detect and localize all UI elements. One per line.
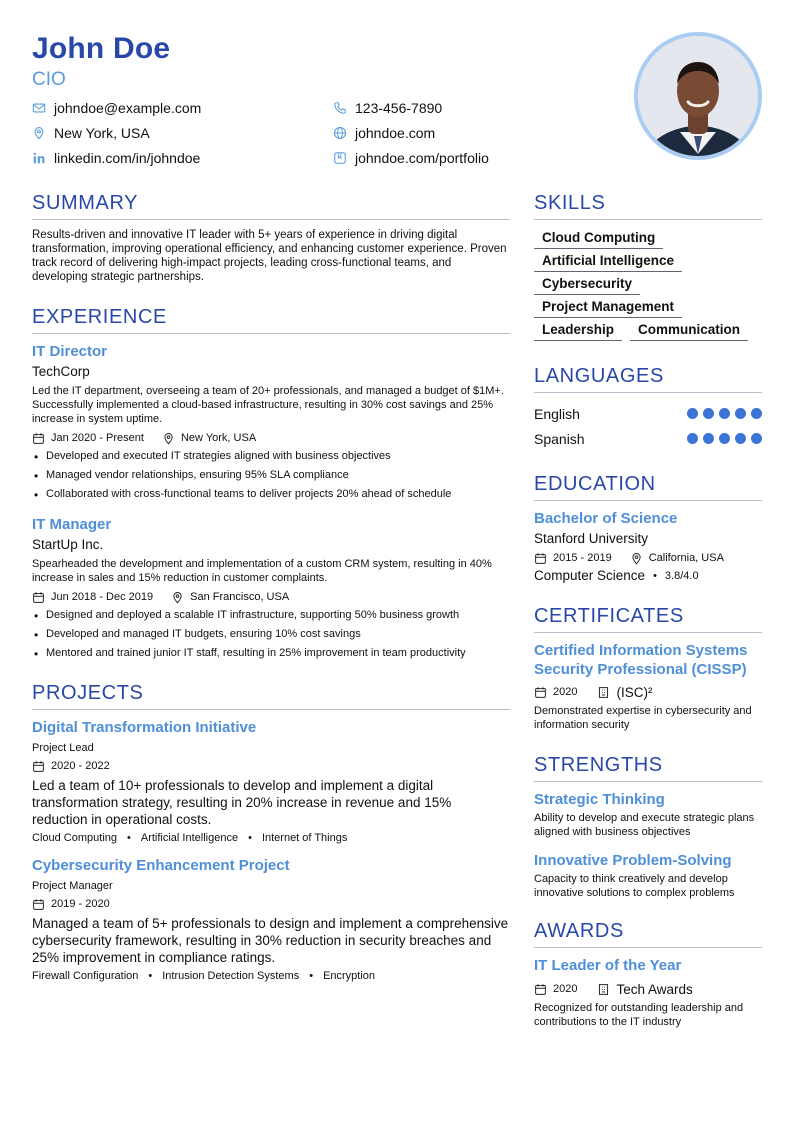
contact-website-text: johndoe.com xyxy=(355,125,436,141)
awards-heading: AWARDS xyxy=(534,918,762,948)
job-location xyxy=(162,432,256,445)
proficiency-dot xyxy=(687,433,698,444)
project-dates-text: 2019 - 2020 xyxy=(51,898,110,910)
project-tag: Internet of Things xyxy=(261,832,348,844)
calendar-icon xyxy=(32,591,45,604)
education-entry xyxy=(534,509,762,583)
experience-heading: EXPERIENCE xyxy=(32,304,510,334)
contact-portfolio[interactable] xyxy=(333,149,592,167)
project-title: Digital Transformation Initiative xyxy=(32,719,257,736)
job-dates-text: Jan 2020 - Present xyxy=(51,432,144,444)
proficiency-dots xyxy=(682,408,762,419)
project-meta xyxy=(32,757,510,775)
job-location-text: New York, USA xyxy=(180,432,257,444)
location-pin-icon xyxy=(162,432,175,445)
strength-entry xyxy=(534,851,762,900)
project-entry xyxy=(32,856,510,982)
education-location-text: California, USA xyxy=(648,552,724,564)
education-heading: EDUCATION xyxy=(534,471,762,501)
job-bullets xyxy=(32,608,510,660)
project-tag: Encryption xyxy=(323,970,376,982)
portfolio-icon xyxy=(333,151,347,165)
education-degree: Bachelor of Science xyxy=(534,510,678,527)
proficiency-dot xyxy=(687,408,698,419)
project-role: Project Lead xyxy=(32,742,94,754)
project-entry xyxy=(32,718,510,844)
project-description: Led a team of 10+ professionals to develop and implement a digital transformation strategy, resulting in 20% increase in revenue and 15% reduction in operational costs. xyxy=(32,778,452,827)
job-title: IT Director xyxy=(32,343,108,360)
contact-linkedin[interactable] xyxy=(32,149,333,167)
project-tag: Cloud Computing xyxy=(32,832,117,844)
award-description: Recognized for outstanding leadership and contributions to the IT industry xyxy=(534,1002,744,1028)
project-dates-text: 2020 - 2022 xyxy=(51,760,110,772)
award-issuer-text: Tech Awards xyxy=(616,981,693,997)
certificates-heading: CERTIFICATES xyxy=(534,603,762,633)
projects-heading: PROJECTS xyxy=(32,680,510,710)
job-title: IT Manager xyxy=(32,516,112,533)
job-description: Spearheaded the development and implementation of a custom CRM system, resulting in 40% increase in sales and 15% reduction in customer complaints. xyxy=(32,558,492,584)
contact-email-text: johndoe@example.com xyxy=(54,100,202,116)
languages-list xyxy=(534,401,762,451)
certificate-year-text: 2020 xyxy=(553,686,578,698)
separator-dot: • xyxy=(148,970,153,982)
award-name: IT Leader of the Year xyxy=(534,957,682,974)
languages-heading: LANGUAGES xyxy=(534,363,762,393)
certificate-meta xyxy=(534,683,762,701)
job-location xyxy=(171,591,289,604)
job-bullet: • Developed and managed IT budgets, ensuring 10% cost savings xyxy=(32,627,510,641)
award-year-text: 2020 xyxy=(553,983,578,995)
education-field-row xyxy=(534,568,762,583)
certificate-name: Certified Information Systems Security Professional (CISSP) xyxy=(534,642,748,678)
building-icon xyxy=(597,983,610,996)
profile-photo xyxy=(634,32,762,160)
calendar-icon xyxy=(534,686,547,699)
job-bullets xyxy=(32,449,510,501)
right-column xyxy=(534,190,762,1029)
language-row xyxy=(534,426,762,451)
job-dates xyxy=(32,591,153,604)
strength-name: Strategic Thinking xyxy=(534,791,665,808)
skill-tag: Artificial Intelligence xyxy=(534,251,682,272)
job-entry xyxy=(32,515,510,660)
contact-portfolio-text: johndoe.com/portfolio xyxy=(355,150,489,166)
project-tag: Intrusion Detection Systems xyxy=(162,970,300,982)
education-location xyxy=(630,552,724,565)
contact-linkedin-text: linkedin.com/in/johndoe xyxy=(54,150,201,166)
proficiency-dot xyxy=(751,433,762,444)
separator-dot: • xyxy=(653,569,657,582)
job-entry xyxy=(32,342,510,501)
certificate-year xyxy=(534,686,577,699)
education-dates-text: 2015 - 2019 xyxy=(553,552,612,564)
summary-heading: SUMMARY xyxy=(32,190,510,220)
strengths-heading: STRENGTHS xyxy=(534,752,762,782)
project-dates xyxy=(32,898,110,911)
language-row xyxy=(534,401,762,426)
project-title: Cybersecurity Enhancement Project xyxy=(32,857,290,874)
education-school: Stanford University xyxy=(534,531,649,546)
contact-phone[interactable] xyxy=(333,99,592,117)
skill-tag: Leadership xyxy=(534,320,622,341)
job-bullet: • Designed and deployed a scalable IT infrastructure, supporting 50% business growth xyxy=(32,608,510,622)
location-pin-icon xyxy=(171,591,184,604)
proficiency-dot xyxy=(719,433,730,444)
certificate-issuer xyxy=(597,685,652,700)
award-meta xyxy=(534,980,762,998)
location-pin-icon xyxy=(32,126,46,140)
job-company: StartUp Inc. xyxy=(32,537,104,552)
project-tag: Firewall Configuration xyxy=(32,970,139,982)
skills-list xyxy=(534,228,762,343)
calendar-icon xyxy=(32,760,45,773)
contact-location xyxy=(32,124,333,142)
certificate-entry xyxy=(534,641,762,732)
award-year xyxy=(534,983,577,996)
proficiency-dot xyxy=(735,433,746,444)
contact-website[interactable] xyxy=(333,124,592,142)
job-bullet: • Mentored and trained junior IT staff, resulting in 25% improvement in team productivity xyxy=(32,646,510,660)
contact-email[interactable] xyxy=(32,99,333,117)
calendar-icon xyxy=(534,983,547,996)
education-meta xyxy=(534,549,762,567)
proficiency-dot xyxy=(719,408,730,419)
phone-icon xyxy=(333,101,347,115)
education-field: Computer Science xyxy=(534,568,646,583)
proficiency-dot xyxy=(751,408,762,419)
job-bullet: • Collaborated with cross-functional teams to deliver projects 20% ahead of schedule xyxy=(32,487,510,501)
project-dates xyxy=(32,760,110,773)
skill-tag: Project Management xyxy=(534,297,682,318)
strength-description: Capacity to think creatively and develop innovative solutions to complex problems xyxy=(534,873,735,899)
separator-dot: • xyxy=(127,832,131,844)
language-name: English xyxy=(534,405,580,422)
education-gpa: 3.8/4.0 xyxy=(664,569,699,582)
contact-location-text: New York, USA xyxy=(54,125,150,141)
separator-dot: • xyxy=(248,832,252,844)
project-role: Project Manager xyxy=(32,880,113,892)
job-dates xyxy=(32,432,144,445)
proficiency-dot xyxy=(703,408,714,419)
calendar-icon xyxy=(534,552,547,565)
globe-icon xyxy=(333,126,347,140)
job-location-text: San Francisco, USA xyxy=(190,591,290,603)
separator-dot: • xyxy=(309,970,314,982)
skill-tag: Communication xyxy=(630,320,748,341)
calendar-icon xyxy=(32,432,45,445)
language-name: Spanish xyxy=(534,430,585,447)
education-dates xyxy=(534,552,612,565)
avatar-illustration xyxy=(638,36,758,156)
strength-name: Innovative Problem-Solving xyxy=(534,852,732,869)
skill-tag: Cybersecurity xyxy=(534,274,640,295)
certificate-description: Demonstrated expertise in cybersecurity and information security xyxy=(534,705,752,731)
strength-entry xyxy=(534,790,762,839)
job-company: TechCorp xyxy=(32,364,90,379)
proficiency-dot xyxy=(735,408,746,419)
job-description: Led the IT department, overseeing a team of 20+ professionals, and managed a budget of $1M+. Successfully implemented a cloud-based infrastructure, resulting in 30% cost savings and 25% increase in system uptime. xyxy=(32,385,504,425)
proficiency-dot xyxy=(703,433,714,444)
strength-description: Ability to develop and execute strategic plans aligned with business objectives xyxy=(534,812,755,838)
job-meta xyxy=(32,588,510,606)
proficiency-dots xyxy=(682,433,762,444)
project-meta xyxy=(32,895,510,913)
candidate-title: CIO xyxy=(32,69,66,90)
calendar-icon xyxy=(32,898,45,911)
job-bullet: • Managed vendor relationships, ensuring 95% SLA compliance xyxy=(32,468,510,482)
contact-list xyxy=(32,99,592,167)
mail-icon xyxy=(32,101,46,115)
project-description: Managed a team of 5+ professionals to design and implement a comprehensive cybersecurity framework, resulting in 30% reduction in security breaches and 25% improvement in compliance ratings. xyxy=(32,916,509,965)
award-entry xyxy=(534,956,762,1029)
building-icon xyxy=(597,686,610,699)
project-tags xyxy=(32,832,510,844)
job-bullet: • Developed and executed IT strategies aligned with business objectives xyxy=(32,449,510,463)
linkedin-icon xyxy=(32,151,46,165)
project-tags xyxy=(32,970,510,982)
skills-heading: SKILLS xyxy=(534,190,762,220)
location-pin-icon xyxy=(630,552,643,565)
skill-tag: Cloud Computing xyxy=(534,228,663,249)
project-tag: Artificial Intelligence xyxy=(140,832,239,844)
candidate-name: John Doe xyxy=(32,32,171,65)
left-column xyxy=(32,190,510,994)
summary-text: Results-driven and innovative IT leader with 5+ years of experience in driving digital transformation, improving operational efficiency, and enhancing customer experience. Proven track record of delivering high-impact projects, leading cross-functional teams, and developing strategic partnerships. xyxy=(32,229,507,283)
job-dates-text: Jun 2018 - Dec 2019 xyxy=(51,591,154,603)
job-meta xyxy=(32,429,510,447)
award-issuer xyxy=(597,982,692,997)
contact-phone-text: 123-456-7890 xyxy=(355,100,443,116)
certificate-issuer-text: (ISC)² xyxy=(616,684,653,700)
